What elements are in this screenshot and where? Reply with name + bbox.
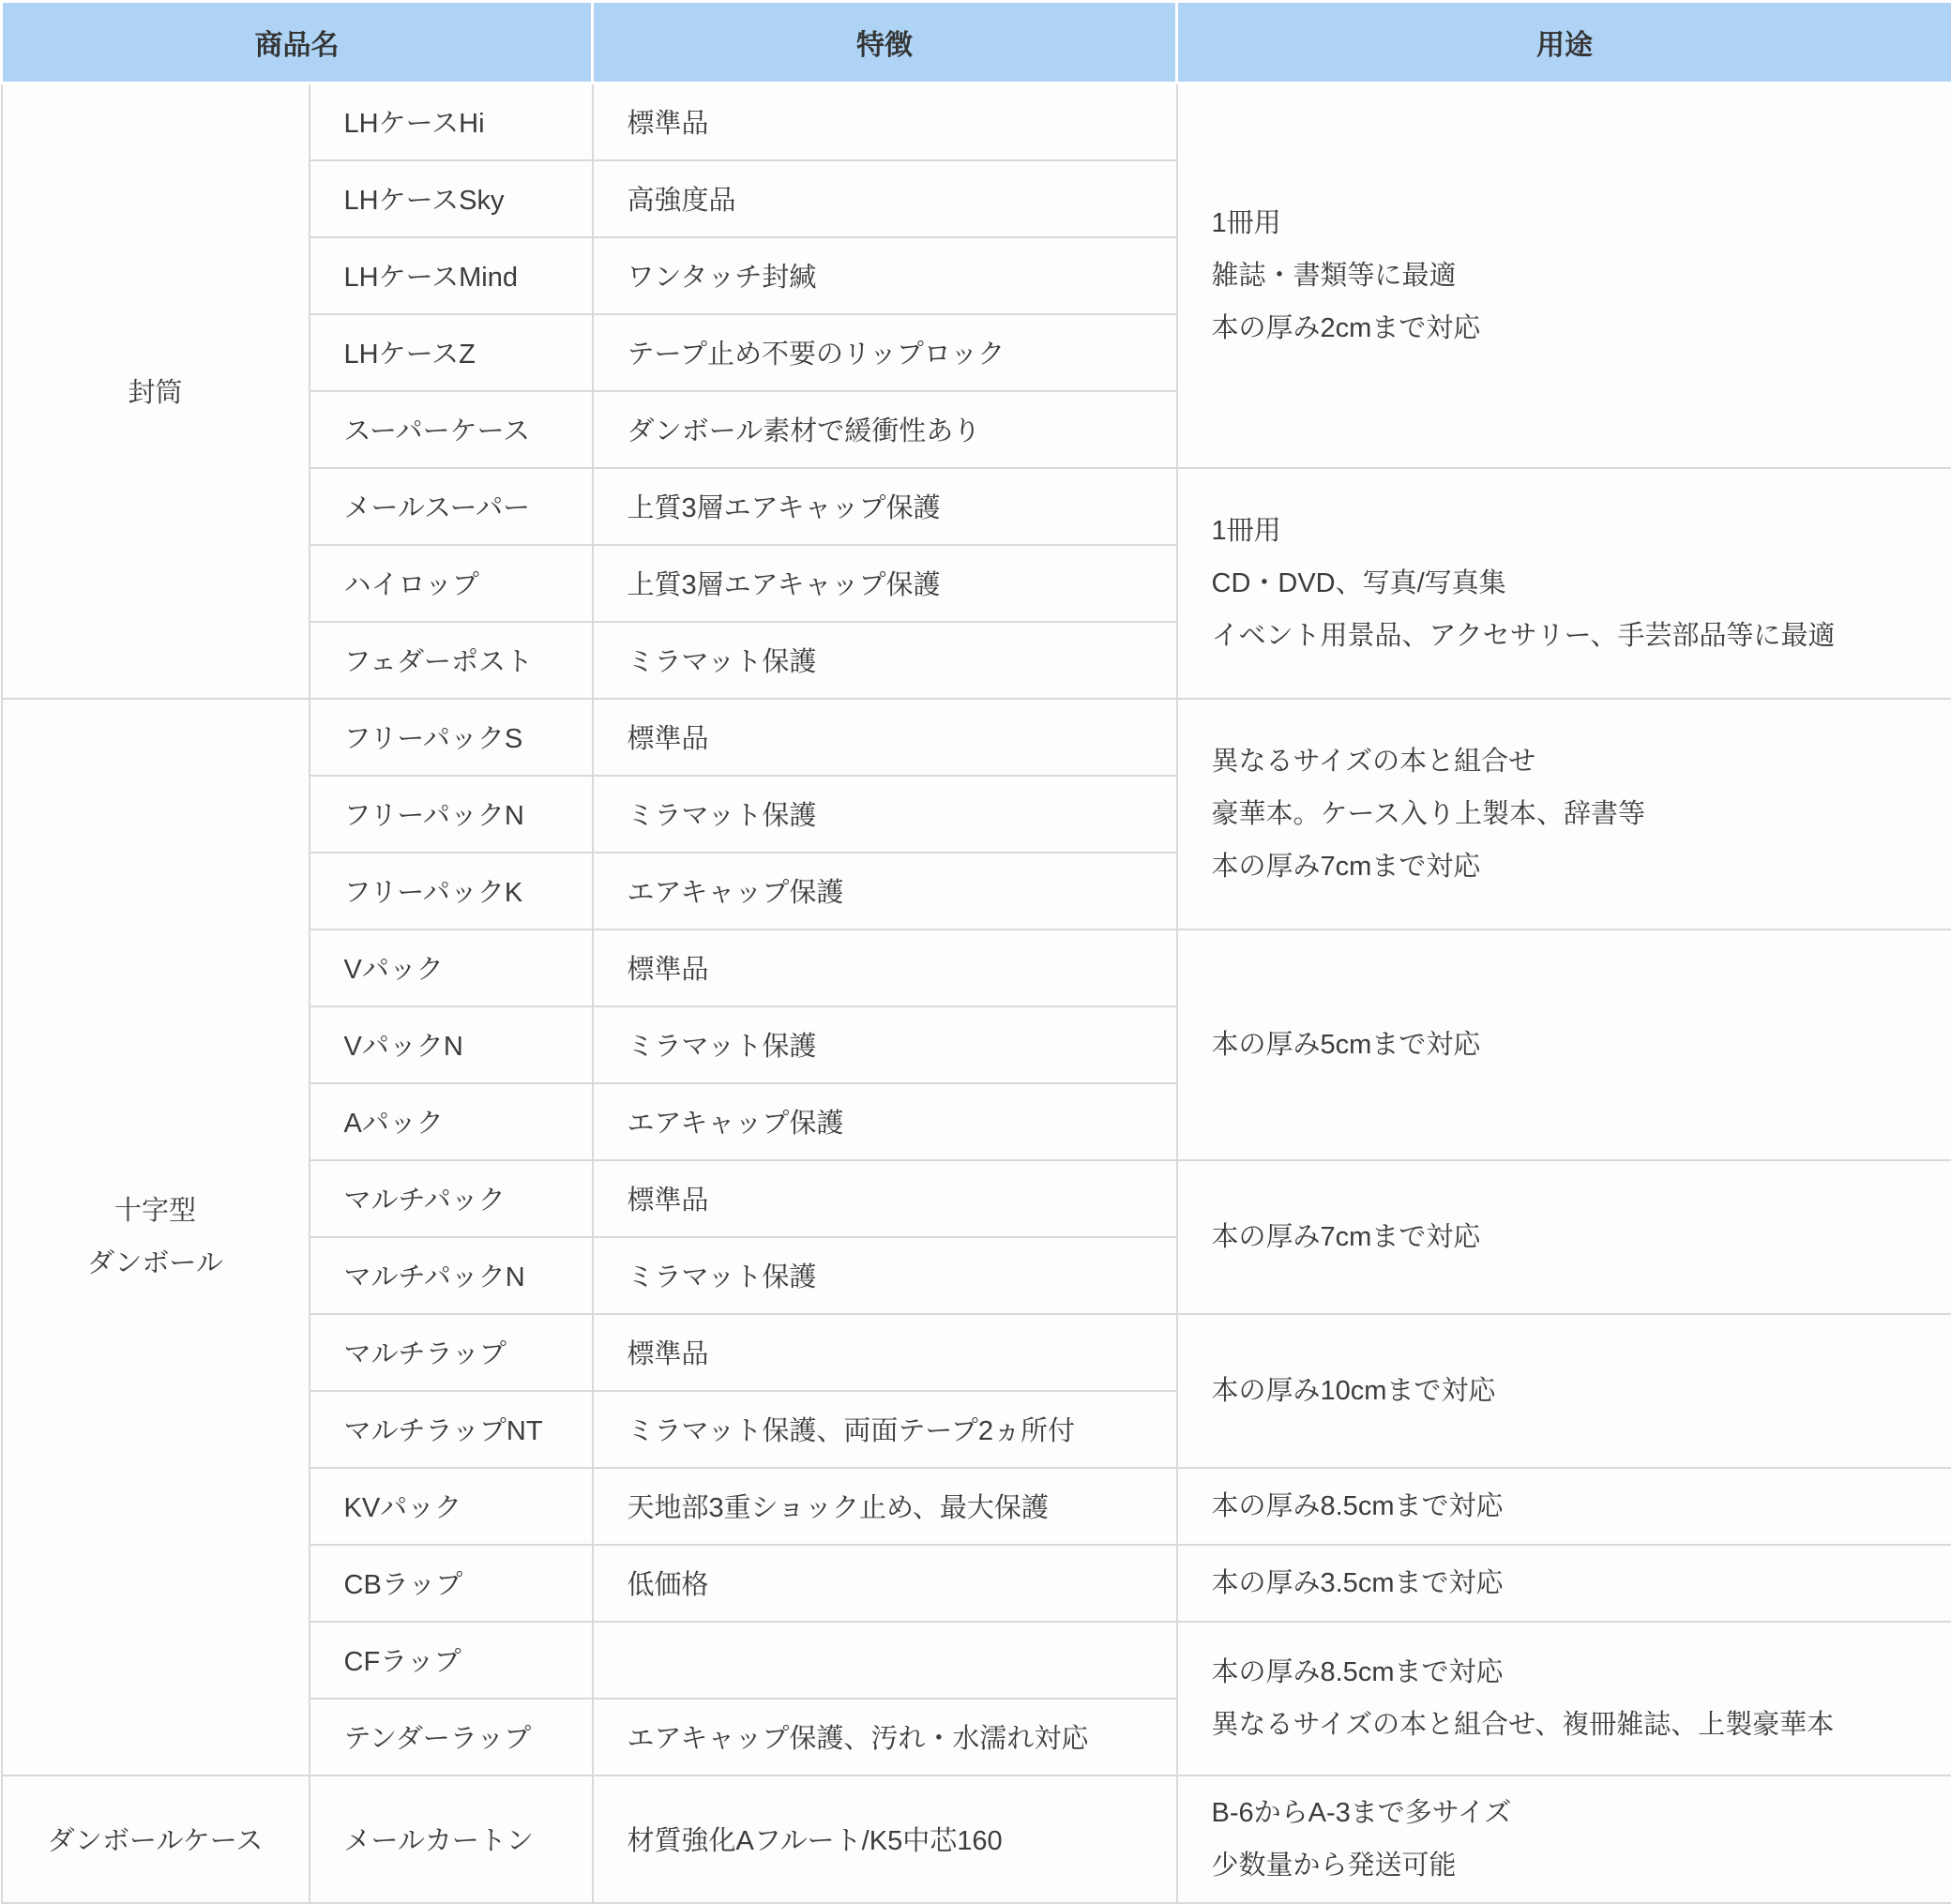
category-cell-envelope: 封筒 (2, 83, 310, 699)
use-line: 豪華本。ケース入り上製本、辞書等 (1212, 788, 1937, 840)
use-line: 本の厚み5cmまで対応 (1212, 1019, 1937, 1071)
feature-cell: ミラマット保護、両面テープ2ヵ所付 (593, 1391, 1177, 1468)
header-product-name: 商品名 (2, 2, 593, 83)
product-name-cell: CFラップ (310, 1622, 593, 1699)
category-cell-cardboard-case: ダンボールケース (2, 1776, 310, 1903)
use-line: 1冊用 (1212, 505, 1937, 557)
category-line: ダンボール (10, 1237, 301, 1290)
feature-cell: ダンボール素材で緩衝性あり (593, 391, 1177, 468)
product-name-cell: KVパック (310, 1468, 593, 1545)
feature-cell: 標準品 (593, 699, 1177, 776)
use-line: 本の厚み8.5cmまで対応 (1212, 1646, 1937, 1699)
product-name-cell: VパックN (310, 1006, 593, 1083)
use-line: 本の厚み8.5cmまで対応 (1212, 1480, 1937, 1533)
feature-cell (593, 1622, 1177, 1699)
use-cell (1177, 929, 1951, 1160)
use-line: 本の厚み2cmまで対応 (1212, 302, 1937, 355)
use-line: B-6からA-3まで多サイズ (1212, 1787, 1937, 1839)
product-name-cell: Aパック (310, 1083, 593, 1160)
feature-cell: テープ止め不要のリップロック (593, 314, 1177, 391)
product-name-cell: フェダーポスト (310, 622, 593, 699)
product-name-cell: テンダーラップ (310, 1699, 593, 1776)
use-cell (1177, 83, 1951, 468)
feature-cell: 低価格 (593, 1545, 1177, 1622)
feature-cell: ミラマット保護 (593, 776, 1177, 853)
product-name-cell: マルチラップ (310, 1314, 593, 1391)
use-cell (1177, 1468, 1951, 1545)
feature-cell: エアキャップ保護 (593, 1083, 1177, 1160)
feature-cell: 上質3層エアキャップ保護 (593, 545, 1177, 622)
use-line: 1冊用 (1212, 197, 1937, 249)
use-cell (1177, 1545, 1951, 1622)
product-name-cell: メールスーパー (310, 468, 593, 545)
feature-cell: ミラマット保護 (593, 1237, 1177, 1314)
feature-cell: エアキャップ保護 (593, 853, 1177, 929)
feature-cell: 標準品 (593, 929, 1177, 1006)
use-line: 本の厚み10cmまで対応 (1212, 1365, 1937, 1417)
feature-cell: 標準品 (593, 1314, 1177, 1391)
feature-cell: ワンタッチ封緘 (593, 237, 1177, 314)
feature-cell: ミラマット保護 (593, 1006, 1177, 1083)
feature-cell: 材質強化Aフルート/K5中芯160 (593, 1776, 1177, 1903)
feature-cell: 標準品 (593, 1160, 1177, 1237)
product-name-cell: フリーパックS (310, 699, 593, 776)
header-feature: 特徴 (593, 2, 1177, 83)
feature-cell: エアキャップ保護、汚れ・水濡れ対応 (593, 1699, 1177, 1776)
use-line: イベント用景品、アクセサリー、手芸部品等に最適 (1212, 610, 1937, 662)
product-name-cell: LHケースMind (310, 237, 593, 314)
use-line: 少数量から発送可能 (1212, 1839, 1937, 1892)
use-cell (1177, 1314, 1951, 1468)
product-name-cell: Vパック (310, 929, 593, 1006)
use-cell (1177, 1776, 1951, 1903)
product-name-cell: フリーパックK (310, 853, 593, 929)
use-line: 異なるサイズの本と組合せ、複冊雑誌、上製豪華本 (1212, 1699, 1937, 1751)
use-line: 本の厚み3.5cmまで対応 (1212, 1557, 1937, 1609)
product-name-cell: CBラップ (310, 1545, 593, 1622)
category-line: 十字型 (10, 1185, 301, 1237)
product-name-cell: メールカートン (310, 1776, 593, 1903)
table-row (2, 699, 1951, 776)
use-line: 雑誌・書類等に最適 (1212, 249, 1937, 302)
product-name-cell: マルチパックN (310, 1237, 593, 1314)
product-name-cell: LHケースSky (310, 160, 593, 237)
use-cell (1177, 468, 1951, 699)
product-name-cell: LHケースZ (310, 314, 593, 391)
use-cell (1177, 1160, 1951, 1314)
use-line: CD・DVD、写真/写真集 (1212, 557, 1937, 610)
table-row (2, 83, 1951, 160)
use-cell (1177, 1622, 1951, 1776)
product-name-cell: マルチパック (310, 1160, 593, 1237)
product-name-cell: マルチラップNT (310, 1391, 593, 1468)
feature-cell: ミラマット保護 (593, 622, 1177, 699)
use-line: 本の厚み7cmまで対応 (1212, 840, 1937, 893)
use-line: 本の厚み7cmまで対応 (1212, 1211, 1937, 1263)
header-row (2, 2, 1951, 83)
feature-cell: 上質3層エアキャップ保護 (593, 468, 1177, 545)
feature-cell: 天地部3重ショック止め、最大保護 (593, 1468, 1177, 1545)
use-line: 異なるサイズの本と組合せ (1212, 735, 1937, 788)
product-name-cell: LHケースHi (310, 83, 593, 160)
header-use: 用途 (1177, 2, 1951, 83)
product-name-cell: ハイロップ (310, 545, 593, 622)
product-name-cell: フリーパックN (310, 776, 593, 853)
feature-cell: 高強度品 (593, 160, 1177, 237)
table-row (2, 1776, 1951, 1903)
product-name-cell: スーパーケース (310, 391, 593, 468)
use-cell (1177, 699, 1951, 929)
feature-cell: 標準品 (593, 83, 1177, 160)
category-cell-cross-cardboard (2, 699, 310, 1776)
